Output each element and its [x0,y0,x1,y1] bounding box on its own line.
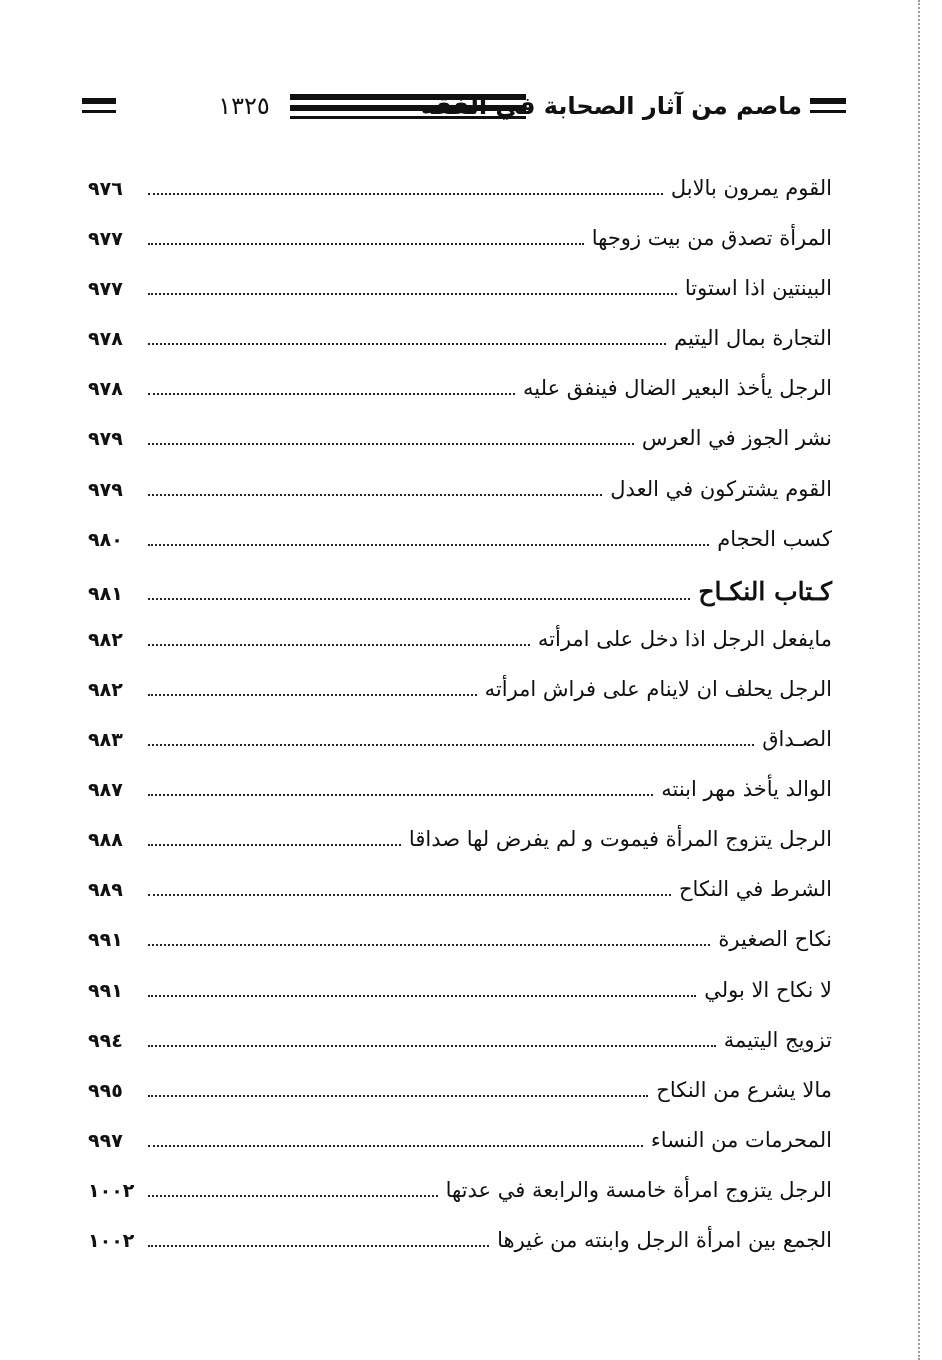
toc-entry-title: نشر الجوز في العرس [641,426,832,451]
toc-entry [88,527,832,577]
dot-leader [148,443,634,445]
toc-entry-page: ٩٨٠ [88,528,123,551]
dot-leader [148,598,690,600]
toc-entry-page: ٩٧٧ [88,228,123,251]
toc-entry-page: ٩٧٨ [88,378,123,401]
toc-entry-title: التجارة بمال اليتيم [674,326,832,351]
toc-entry [88,877,832,927]
toc-entry-title: كسب الحجام [717,526,832,551]
toc-entry-page: ١٠٠٢ [88,1229,135,1252]
page-header [82,86,846,126]
toc-entry-title: الرجل يتزوج المرأة فيموت و لم يفرض لها صداقا [408,827,832,852]
dot-leader [148,1195,438,1197]
toc-entry [88,226,832,276]
running-title: ماصم من آثار الصحابة في الفقه [420,92,802,120]
toc-entry-page: ٩٨٧ [88,779,123,802]
dot-leader [148,293,677,295]
toc-entry-title: الصـداق [762,727,832,752]
toc-entry-title: المحرمات من النساء [650,1127,832,1152]
dot-leader [148,1095,648,1097]
table-of-contents [88,176,832,1278]
toc-entry [88,978,832,1028]
dot-leader [148,1145,643,1147]
toc-entry-page: ٩٧٨ [88,328,123,351]
header-rule-left-thin [82,110,116,113]
dot-leader [148,1045,716,1047]
toc-entry-title: القوم يشتركون في العدل [610,476,832,501]
dot-leader [148,894,671,896]
toc-entry [88,1078,832,1128]
toc-entry [88,827,832,877]
header-rule-middle-thick-2 [290,105,526,111]
toc-entry-title: مالا يشرع من النكاح [656,1077,832,1102]
toc-entry-title: لا نكاح الا بولي [704,977,832,1002]
toc-entry-title: المرأة تصدق من بيت زوجها [591,226,832,251]
header-rule-right-thin [810,110,846,113]
dot-leader [148,744,754,746]
toc-entry [88,1128,832,1178]
toc-entry [88,477,832,527]
toc-entry-page: ٩٧٩ [88,478,123,501]
dot-leader [148,544,709,546]
toc-entry-title: الرجل يأخذ البعير الضال فينفق عليه [523,376,832,401]
dot-leader [148,393,515,395]
header-rule-middle-thick [290,94,526,100]
dot-leader [148,644,530,646]
toc-entry [88,326,832,376]
toc-entry-title: القوم يمرون بالابل [670,176,832,200]
toc-entry [88,927,832,977]
toc-entry-title: كـتاب النكـاح [698,576,832,606]
dot-leader [148,844,401,846]
toc-entry-page: ٩٨٩ [88,879,123,902]
toc-entry-title: الوالد يأخذ مهر ابنته [661,777,832,802]
dot-leader [148,243,584,245]
toc-entry [88,677,832,727]
toc-entry [88,777,832,827]
toc-entry-title: تزويج اليتيمة [723,1027,832,1052]
toc-entry [88,426,832,476]
page-edge-dotted-line [918,0,920,1360]
dot-leader [148,1245,489,1247]
header-page-number: ١٣٢٥ [218,92,270,120]
toc-entry [88,727,832,777]
toc-entry [88,1228,832,1278]
toc-entry-title: الرجل يحلف ان لاينام على فراش امرأته [484,676,832,701]
dot-leader [148,944,710,946]
toc-entry-title: الشرط في النكاح [679,877,832,902]
toc-entry-page: ٩٧٦ [88,178,123,200]
header-rule-middle-thin [290,116,526,119]
toc-entry-title: مايفعل الرجل اذا دخل على امرأته [537,626,832,651]
toc-entry-page: ٩٩١ [88,979,123,1002]
toc-entry-title: الجمع بين امرأة الرجل وابنته من غيرها [497,1227,832,1252]
toc-entry-page: ٩٨٣ [88,729,123,752]
dot-leader [148,794,653,796]
toc-entry-page: ٩٧٩ [88,428,123,451]
dot-leader [148,343,666,345]
toc-entry-title: نكاح الصغيرة [718,927,832,952]
toc-entry [88,276,832,326]
toc-entry-title: البينتين اذا استوتا [684,276,832,301]
toc-entry-page: ١٠٠٢ [88,1179,135,1202]
header-rule-left-thick [82,98,116,104]
toc-entry [88,1028,832,1078]
dot-leader [148,694,477,696]
toc-entry-page: ٩٧٧ [88,278,123,301]
dot-leader [148,494,602,496]
toc-entry [88,1178,832,1228]
toc-entry-page: ٩٨١ [88,582,123,605]
dot-leader [148,995,696,997]
toc-entry-page: ٩٩١ [88,929,123,952]
toc-entry-title: الرجل يتزوج امرأة خامسة والرابعة في عدتها [445,1177,832,1202]
toc-entry-page: ٩٩٧ [88,1129,123,1152]
toc-entry [88,627,832,677]
toc-entry-page: ٩٩٥ [88,1079,123,1102]
toc-entry [88,376,832,426]
header-rule-right-thick [810,98,846,104]
toc-entry-page: ٩٨٢ [88,678,123,701]
toc-chapter-heading [88,577,832,627]
dot-leader [148,193,663,195]
toc-entry [88,176,832,226]
toc-entry-page: ٩٨٢ [88,628,123,651]
toc-entry-page: ٩٩٤ [88,1029,123,1052]
toc-entry-page: ٩٨٨ [88,829,123,852]
